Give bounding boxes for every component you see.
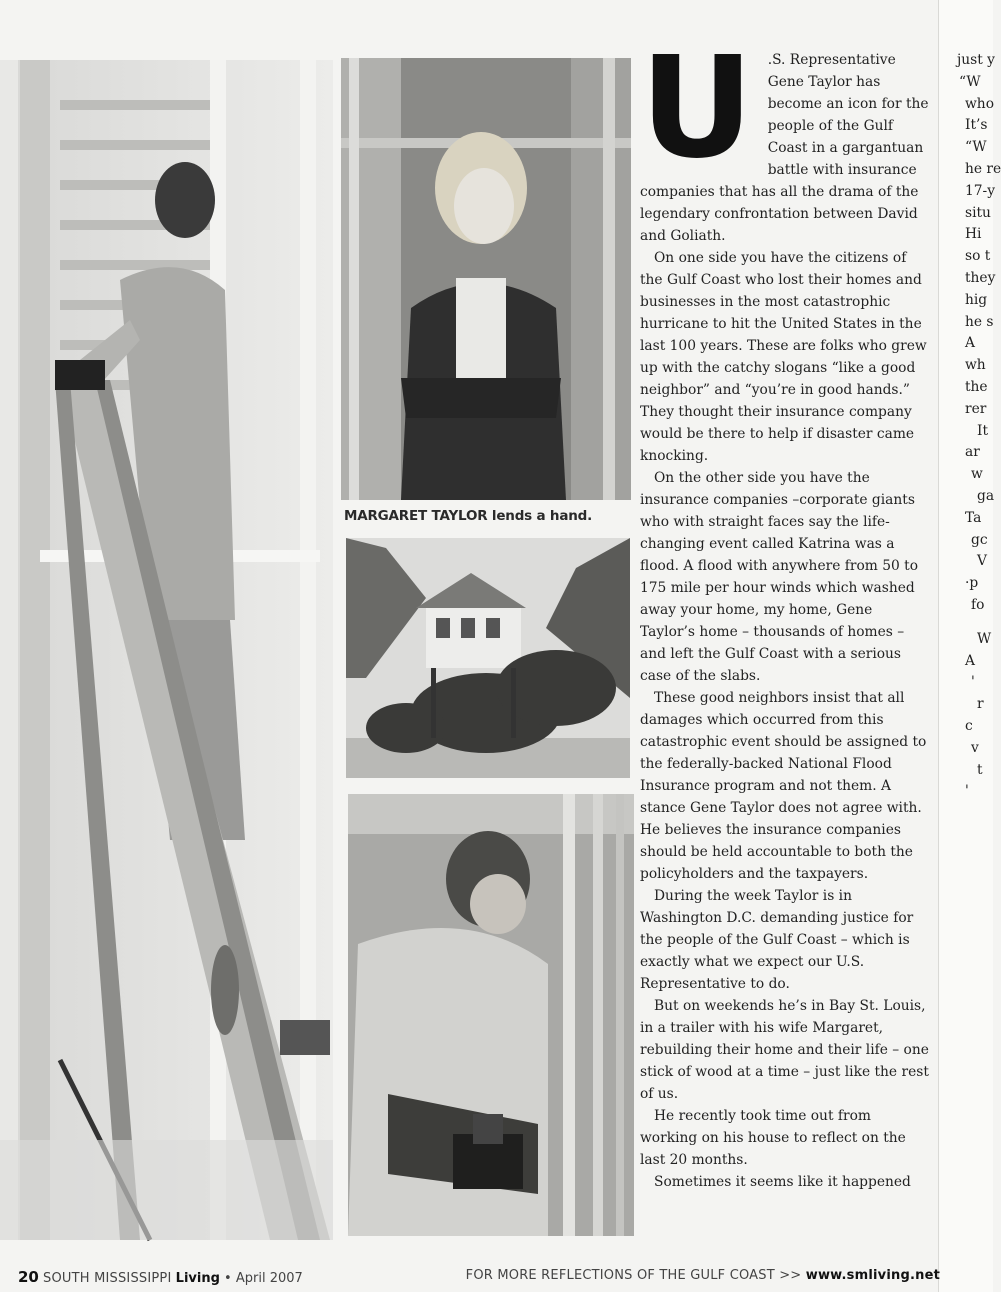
next-page-fragment: rer (965, 400, 987, 417)
next-page-fragment: W (977, 630, 992, 647)
next-page-fragment: Hi (965, 226, 982, 243)
article-paragraph: These good neighbors insist that all damages which occurred from this catastrophic event should be assigned to the federally-backed National Flood Insurance program and not them. A stance Gene Taylor does not agree with. He believes the insurance companies should be held accountable to both the policyholders and the taxpayers. (640, 690, 927, 882)
next-page-fragment: ' (971, 674, 975, 691)
next-page-fragment: situ (965, 204, 991, 221)
photo-margaret-taylor (341, 58, 631, 500)
article-paragraph: On the other side you have the insurance companies –corporate giants who with straight faces say the life-changing event called Katrina was a flood. A flood with anywhere from 50 to 175 mile per hour winds which washed away your home, my home, Gene Taylor’s home – thousands of homes – and left the Gulf Coast with a serious case of the slabs. (640, 470, 919, 684)
next-page-fragment: he re (965, 161, 1001, 177)
next-page-fragment: t (977, 761, 983, 778)
article-paragraph: Sometimes it seems like it happened (654, 1174, 911, 1190)
next-page-fragment: It (977, 422, 988, 439)
article-paragraph: During the week Taylor is in Washington D.C. demanding justice for the people of the Gulf Coast – which is exactly what we expect our U.S. Representative to do. (640, 888, 914, 992)
page-number: 20 (18, 1268, 39, 1286)
website-link[interactable]: www.smliving.net (805, 1268, 940, 1283)
next-page-fragment: who (965, 95, 995, 112)
next-page-fragment: r (977, 696, 984, 713)
article-paragraph: On one side you have the citizens of the Gulf Coast who lost their homes and businesses in the most catastrophic hurricane to hit the United States in the last 100 years. These are folks who grew up with the catchy slogans “like a good neighbor” and “you’re in good hands.” They thought their insurance company would be there to help if disaster came knocking. (640, 250, 927, 464)
next-page-fragment: w (971, 466, 983, 483)
next-page-fragment: 17-y (965, 182, 996, 199)
next-page-fragment: gc (971, 531, 988, 548)
photo-man-with-drill (348, 794, 634, 1236)
next-page-fragment: v (971, 739, 979, 756)
next-page-strip (938, 0, 1001, 1292)
next-page-fragment: “W (959, 73, 981, 90)
next-page-fragment: “W (965, 139, 987, 156)
article-paragraph: He recently took time out from working on his house to reflect on the last 20 months. (640, 1108, 906, 1168)
next-page-fragment: It’s (965, 117, 988, 134)
next-page-fragment: ' (965, 783, 969, 800)
footer-bullet: • (224, 1271, 232, 1286)
footer-right (466, 1268, 940, 1283)
photo-man-on-ladder (0, 60, 333, 1240)
next-page-fragment: the (965, 379, 988, 395)
photo-caption: MARGARET TAYLOR lends a hand. (344, 508, 593, 524)
next-page-fragment: ga (977, 488, 995, 504)
magazine-name: SOUTH MISSISSIPPI (43, 1271, 172, 1286)
next-page-fragment: V (977, 553, 987, 570)
footer-arrows: >> (779, 1268, 802, 1283)
next-page-fragment: just y (957, 52, 995, 68)
next-page-fragment: A (965, 652, 975, 669)
article-body (640, 27, 930, 1193)
next-page-fragment: ·p (965, 575, 979, 592)
magazine-name-bold: Living (175, 1271, 220, 1286)
drop-cap: U (640, 27, 754, 190)
issue-date: April 2007 (235, 1271, 303, 1286)
footer-promo: FOR MORE REFLECTIONS OF THE GULF COAST (465, 1268, 775, 1283)
next-page-fragment: they (965, 270, 996, 286)
next-page-fragment: so t (965, 248, 991, 265)
article-paragraph: But on weekends he’s in Bay St. Louis, in a trailer with his wife Margaret, rebuilding their home and their life – one stick of wood at a time – just like the rest of us. (640, 998, 929, 1102)
footer-left (18, 1268, 303, 1286)
photo-house-with-palms (346, 538, 630, 778)
next-page-fragment: A (965, 335, 975, 352)
next-page-fragment: wh (965, 357, 986, 374)
page-footer (18, 1268, 940, 1290)
next-page-fragment: Ta (965, 509, 982, 526)
next-page-fragment: ar (965, 444, 980, 461)
next-page-fragment: c (965, 718, 973, 734)
next-page-fragment: hig (965, 291, 988, 308)
next-page-fragment: fo (971, 597, 985, 613)
next-page-fragment: he s (965, 313, 994, 330)
article-paragraph: .S. Representative Gene Taylor has become an icon for the people of the Gulf Coast in a gargantuan battle with insurance companies that has all the drama of the legendary confrontation between David and Goliath. (640, 52, 929, 244)
